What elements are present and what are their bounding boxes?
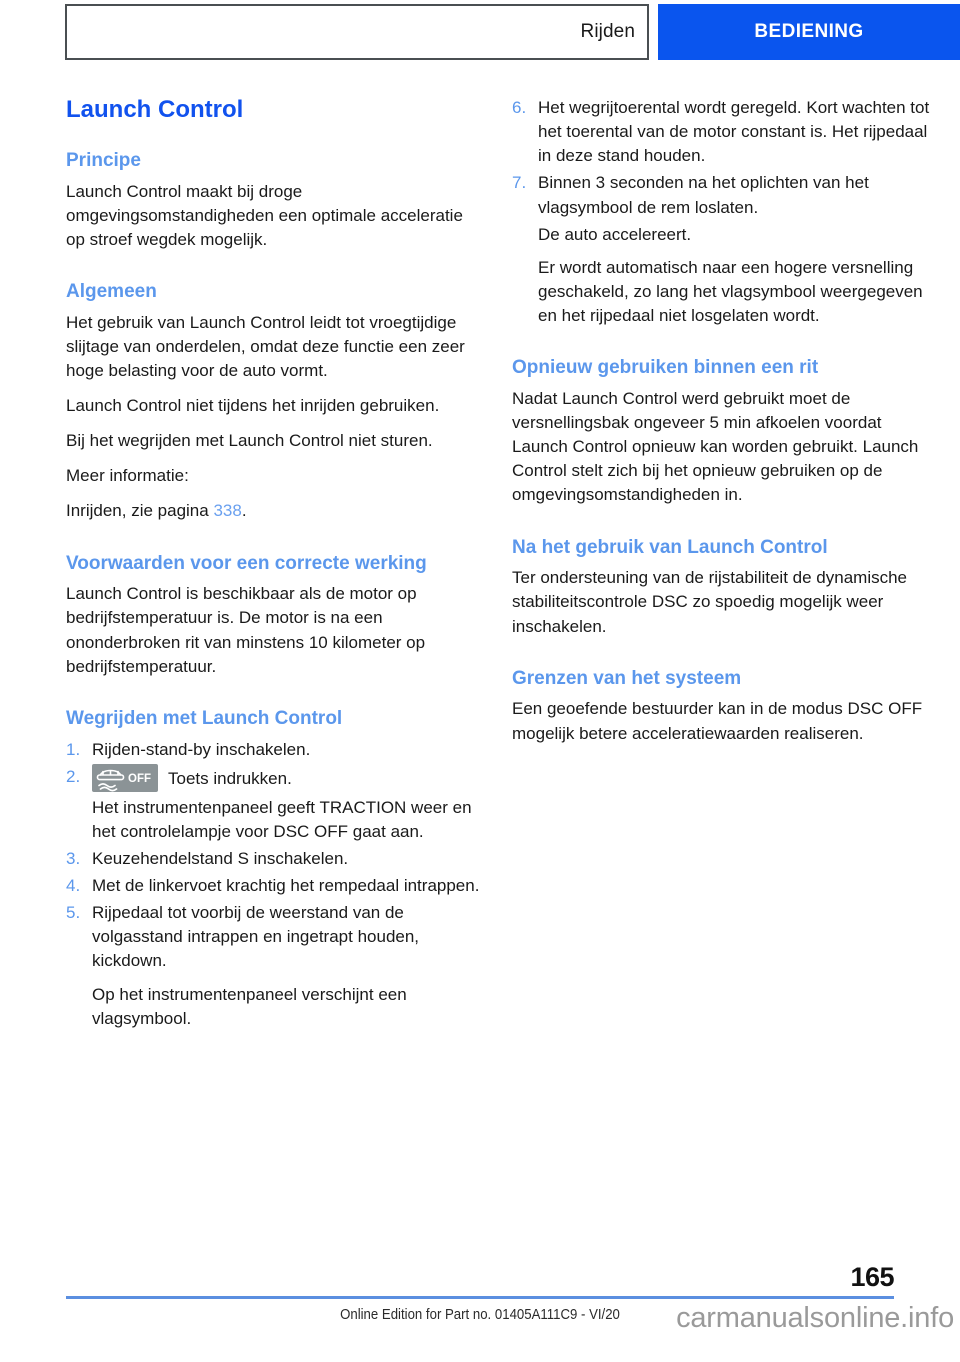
step-text-2-label: Toets indrukken. [168, 768, 292, 788]
step-number-1: 1. [66, 739, 81, 759]
header-chapter-box [65, 4, 649, 60]
heading-algemeen: Algemeen [66, 280, 157, 302]
right-column [512, 96, 932, 746]
page-header [0, 0, 960, 64]
step-text-6: Het wegrijtoerental wordt geregeld. Kort wachten tot het toerental van de motor constant is. Het rijpedaal in deze stand houden. [538, 98, 930, 166]
paragraph-algemeen-3: Bij het wegrijden met Launch Control niet sturen. [66, 431, 433, 451]
step-number-7: 7. [512, 173, 527, 193]
page-number: 165 [850, 1262, 894, 1292]
header-section-label: BEDIENING [754, 21, 864, 42]
footer-edition-text: Online Edition for Part no. 01405A111C9 - VI/20 [340, 1306, 620, 1323]
svg-text:OFF: OFF [128, 772, 151, 785]
step-text-4: Met de linkervoet krachtig het rempedaal intrappen. [92, 876, 480, 896]
step-item-3 [66, 847, 486, 871]
step-item-7 [512, 171, 932, 219]
header-section-box [658, 4, 960, 60]
step-7-result-2: Er wordt automatisch naar een hogere versnelling geschakeld, zo lang het vlagsymbool weergegeven en het rijpedaal niet losgelaten wordt. [538, 257, 923, 325]
paragraph-algemeen-2: Launch Control niet tijdens het inrijden gebruiken. [66, 396, 440, 416]
heading-voorwaarden: Voorwaarden voor een correcte werking [66, 552, 427, 574]
watermark-text: carmanualsonline.info [676, 1302, 954, 1334]
step-7-result-1: De auto accelereert. [538, 224, 692, 244]
step-item-1 [66, 738, 486, 762]
step-text-2 [92, 765, 486, 793]
heading-opnieuw-gebruiken: Opnieuw gebruiken binnen een rit [512, 357, 819, 379]
step-2-result: Het instrumentenpaneel geeft TRACTION weer en het controlelampje voor DSC OFF gaat aan. [92, 797, 472, 841]
page-title: Launch Control [66, 96, 244, 123]
paragraph-voorwaarden: Launch Control is beschikbaar als de motor op bedrijfstemperatuur is. De motor is na een ononderbroken rit van minstens 10 kilometer op bedrijfstemperatuur. [66, 584, 426, 676]
page-link-338[interactable]: 338 [213, 501, 242, 521]
step-number-5: 5. [66, 903, 81, 923]
step-5-result: Op het instrumentenpaneel verschijnt een vlagsymbool. [92, 984, 407, 1028]
step-number-3: 3. [66, 848, 81, 868]
step-item-2 [66, 765, 486, 793]
cross-reference-inrijden [66, 499, 486, 523]
paragraph-principe: Launch Control maakt bij droge omgevingsomstandigheden een optimale acceleratie op stroef wegdek mogelijk. [66, 181, 463, 249]
paragraph-grenzen: Een geoefende bestuurder kan in de modus DSC OFF mogelijk betere acceleratiewaarden realiseren. [512, 699, 923, 743]
wegrijden-step-list [66, 738, 486, 1031]
page-footer [0, 1262, 960, 1362]
step-text-3: Keuzehendelstand S inschakelen. [92, 848, 349, 868]
step-text-1: Rijden-stand-by inschakelen. [92, 739, 311, 759]
step-item-5 [66, 901, 486, 973]
step-number-6: 6. [512, 98, 527, 117]
heading-na-gebruik: Na het gebruik van Launch Control [512, 536, 828, 558]
dsc-off-button-icon[interactable] [92, 764, 158, 792]
step-text-7: Binnen 3 seconden na het oplichten van het vlagsymbool de rem loslaten. [538, 173, 869, 217]
paragraph-algemeen-1: Het gebruik van Launch Control leidt tot vroegtijdige slijtage van onderdelen, omdat deze functie een zeer hoge belasting voor de auto vormt. [66, 312, 465, 380]
step-text-5: Rijpedaal tot voorbij de weerstand van de volgasstand intrappen en ingetrapt houden, kickdown. [92, 903, 420, 971]
wegrijden-step-list-continued [512, 96, 932, 328]
footer-divider [66, 1296, 894, 1299]
paragraph-opnieuw-gebruiken: Nadat Launch Control werd gebruikt moet de versnellingsbak ongeveer 5 min afkoelen voordat Launch Control opnieuw kan worden gebruikt. Launch Control stelt zich bij het opnieuw gebruiken op de omgevingsomstandigheden in. [512, 388, 919, 505]
heading-wegrijden: Wegrijden met Launch Control [66, 707, 343, 729]
paragraph-na-gebruik: Ter ondersteuning van de rijstabiliteit de dynamische stabiliteitscontrole DSC zo spoedig mogelijk weer inschakelen. [512, 568, 908, 636]
step-number-2: 2. [66, 766, 81, 786]
left-column [66, 96, 486, 1034]
heading-principe: Principe [66, 149, 141, 171]
cross-reference-prefix: Inrijden, zie pagina [66, 501, 214, 521]
step-item-6 [512, 96, 932, 168]
step-number-4: 4. [66, 876, 81, 896]
paragraph-algemeen-4: Meer informatie: [66, 466, 189, 486]
heading-grenzen: Grenzen van het systeem [512, 667, 742, 689]
step-item-4 [66, 874, 486, 898]
header-chapter-label: Rijden [580, 21, 635, 42]
cross-reference-suffix: . [241, 501, 247, 521]
